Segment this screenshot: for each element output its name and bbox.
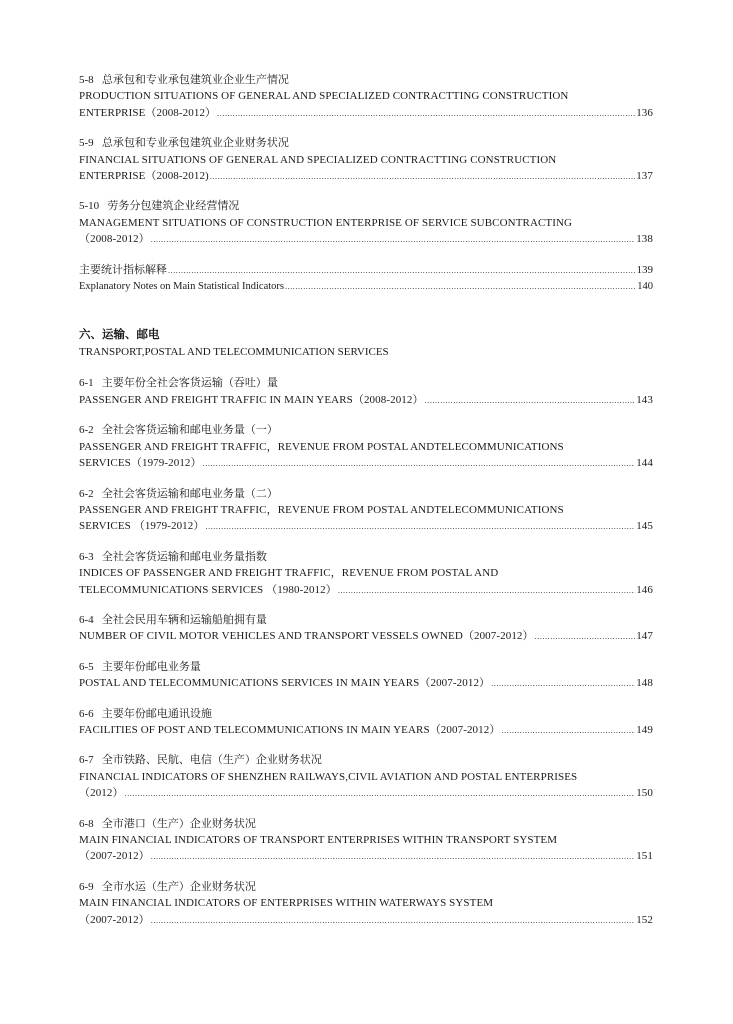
toc-entry-title-zh: 6-7 全市铁路、民航、电信（生产）企业财务状况	[79, 754, 322, 767]
toc-entry-title-zh: 6-4 全社会民用车辆和运输船舶拥有量	[79, 613, 267, 626]
toc-entry-title-en: PASSENGER AND FREIGHT TRAFFIC，REVENUE FROM POSTAL ANDTELECOMMUNICATIONS	[79, 440, 564, 453]
dot-leader	[206, 519, 636, 535]
dot-leader	[210, 169, 635, 185]
page-number: 145	[636, 520, 653, 533]
toc-entry-title-en: PASSENGER AND FREIGHT TRAFFIC，REVENUE FROM POSTAL ANDTELECOMMUNICATIONS	[79, 503, 564, 516]
section-heading-zh: 六、运输、邮电	[79, 329, 160, 342]
toc-entry-6-9[interactable]	[79, 879, 653, 929]
page-number: 143	[636, 393, 653, 406]
toc-entry-title-zh: 6-8 全市港口（生产）企业财务状况	[79, 817, 256, 830]
dot-leader	[217, 106, 635, 122]
page-number: 147	[636, 630, 653, 643]
page-number: 136	[636, 106, 653, 119]
dot-leader	[285, 279, 636, 295]
toc-entry-6-6[interactable]	[79, 706, 653, 740]
toc-entry-leader-line: NUMBER OF CIVIL MOTOR VEHICLES AND TRANSPORT VESSELS OWNED（2007-2012） ..... 147	[79, 628, 653, 645]
toc-entry-6-4[interactable]	[79, 612, 653, 646]
page-number: 146	[636, 583, 653, 596]
toc-entry-title-zh: 5-9 总承包和专业承包建筑业企业财务状况	[79, 137, 289, 150]
toc-entry-leader-line: （2012） ..... 150	[79, 785, 653, 802]
toc-entry-6-2-a[interactable]	[79, 422, 653, 472]
toc-entry-title-zh: 6-3 全社会客货运输和邮电业务量指数	[79, 550, 267, 563]
page-number: 138	[636, 233, 653, 246]
page-number: 149	[636, 723, 653, 736]
dot-leader	[203, 456, 636, 472]
toc-entry-leader-line: （2008-2012） ..... 138	[79, 231, 653, 248]
toc-page	[79, 72, 653, 929]
toc-entry-5-8[interactable]	[79, 72, 653, 122]
toc-entry-6-5[interactable]	[79, 659, 653, 693]
toc-entry-leader-line: SERVICES （1979-2012） ..... 145	[79, 518, 653, 535]
toc-entry-leader-line: （2007-2012） ..... 151	[79, 848, 653, 865]
toc-entry-5-9[interactable]	[79, 135, 653, 185]
dot-leader	[425, 393, 636, 409]
dot-leader	[168, 263, 636, 279]
toc-entry-leader-line: ENTERPRISE（2008-2012） ..... 136	[79, 105, 653, 122]
toc-entry-notes[interactable]	[79, 262, 653, 296]
page-number: 139	[636, 263, 653, 276]
page-number: 137	[636, 170, 653, 183]
toc-entry-6-8[interactable]	[79, 816, 653, 866]
toc-entry-leader-line: SERVICES（1979-2012） ..... 144	[79, 455, 653, 472]
toc-entry-title-zh: 5-10 劳务分包建筑企业经营情况	[79, 200, 240, 213]
toc-entry-title-en: MANAGEMENT SITUATIONS OF CONSTRUCTION ENTERPRISE OF SERVICE SUBCONTRACTING	[79, 216, 573, 229]
toc-entry-leader-line: （2007-2012） ..... 152	[79, 912, 653, 929]
dot-leader	[125, 786, 636, 802]
page-number: 148	[636, 677, 653, 690]
toc-entry-leader-line: FACILITIES OF POST AND TELECOMMUNICATIONS IN MAIN YEARS（2007-2012） ..... 149	[79, 722, 653, 739]
toc-notes-zh: 主要统计指标解释 ..... 139	[79, 262, 653, 279]
toc-entry-leader-line: ENTERPRISE（2008-2012) ..... 137	[79, 168, 653, 185]
toc-entry-6-3[interactable]	[79, 549, 653, 599]
toc-entry-5-10[interactable]	[79, 198, 653, 248]
page-number: 150	[636, 787, 653, 800]
page-number: 144	[636, 457, 653, 470]
dot-leader	[501, 723, 635, 739]
toc-entry-title-en: FINANCIAL SITUATIONS OF GENERAL AND SPECIALIZED CONTRACTTING CONSTRUCTION	[79, 153, 557, 166]
toc-notes-en: Explanatory Notes on Main Statistical Indicators ..... 140	[79, 279, 653, 295]
toc-entry-6-7[interactable]	[79, 752, 653, 802]
toc-entry-title-zh: 6-5 主要年份邮电业务量	[79, 660, 201, 673]
toc-entry-title-zh: 6-6 主要年份邮电通讯设施	[79, 707, 212, 720]
dot-leader	[491, 676, 635, 692]
toc-entry-title-zh: 5-8 总承包和专业承包建筑业企业生产情况	[79, 74, 289, 86]
toc-entry-title-zh: 6-2 全社会客货运输和邮电业务量（二）	[79, 487, 278, 500]
dot-leader	[535, 629, 636, 645]
toc-entry-6-2-b[interactable]	[79, 486, 653, 536]
toc-entry-title-zh: 6-2 全社会客货运输和邮电业务量（一）	[79, 424, 278, 437]
toc-entry-title-en: MAIN FINANCIAL INDICATORS OF TRANSPORT ENTERPRISES WITHIN TRANSPORT SYSTEM	[79, 834, 558, 846]
dot-leader	[338, 583, 635, 599]
toc-entry-title-en: FINANCIAL INDICATORS OF SHENZHEN RAILWAYS,CIVIL AVIATION AND POSTAL ENTERPRISES	[79, 770, 578, 783]
page-number: 151	[636, 850, 653, 863]
toc-entry-title-en: INDICES OF PASSENGER AND FREIGHT TRAFFIC，REVENUE FROM POSTAL AND	[79, 567, 499, 580]
toc-entry-leader-line: PASSENGER AND FREIGHT TRAFFIC IN MAIN YEARS（2008-2012） ..... 143	[79, 392, 653, 409]
dot-leader	[151, 232, 635, 248]
toc-entry-6-1[interactable]	[79, 375, 653, 409]
toc-entry-title-en: PRODUCTION SITUATIONS OF GENERAL AND SPECIALIZED CONTRACTTING CONSTRUCTION	[79, 90, 569, 103]
page-number: 140	[637, 281, 653, 293]
toc-entry-leader-line: POSTAL AND TELECOMMUNICATIONS SERVICES IN MAIN YEARS（2007-2012） ..... 148	[79, 675, 653, 692]
dot-leader	[151, 913, 635, 929]
dot-leader	[151, 849, 635, 865]
toc-entry-title-zh: 6-9 全市水运（生产）企业财务状况	[79, 880, 256, 893]
page-number: 152	[636, 913, 653, 926]
toc-entry-leader-line: TELECOMMUNICATIONS SERVICES （1980-2012） ..... 146	[79, 582, 653, 599]
section-heading-en: TRANSPORT,POSTAL AND TELECOMMUNICATION SERVICES	[79, 346, 389, 359]
toc-entry-title-en: MAIN FINANCIAL INDICATORS OF ENTERPRISES WITHIN WATERWAYS SYSTEM	[79, 897, 494, 910]
toc-entry-title-zh: 6-1 主要年份全社会客货运输（吞吐）量	[79, 377, 278, 390]
